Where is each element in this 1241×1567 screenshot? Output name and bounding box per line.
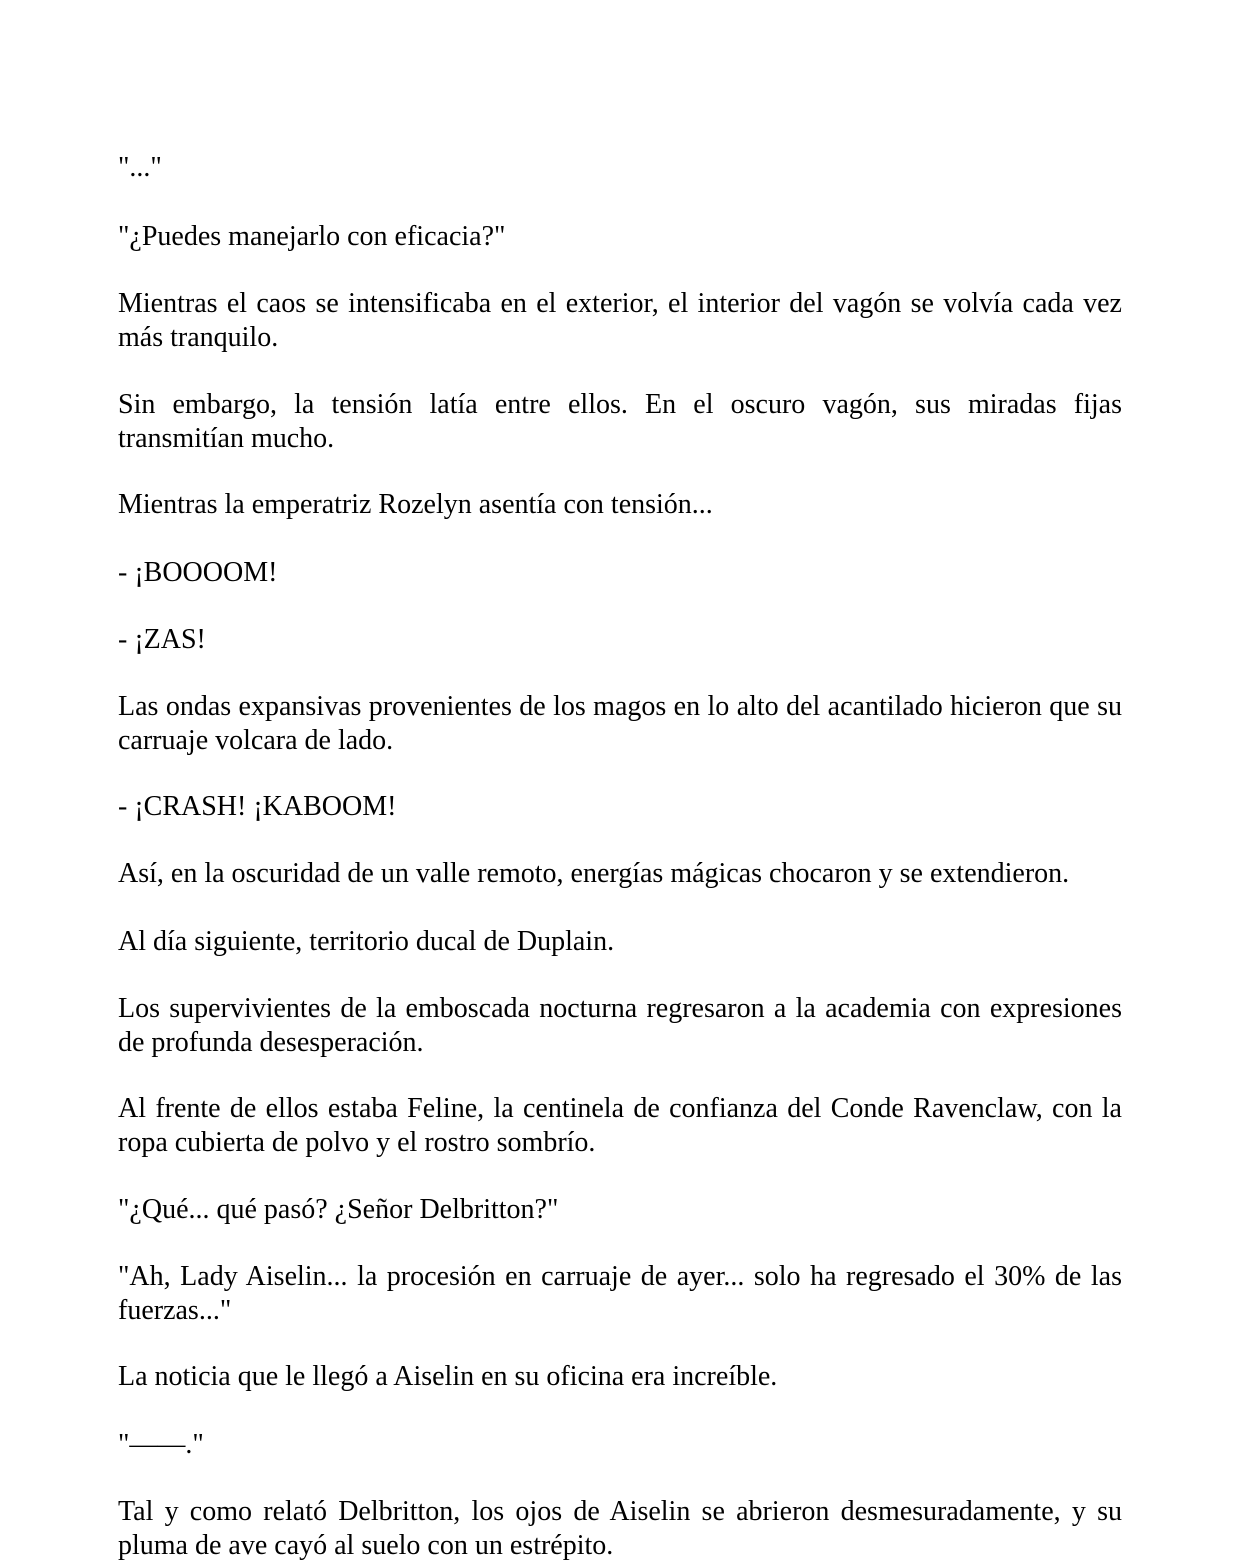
paragraph: Mientras la emperatriz Rozelyn asentía con tensión...	[118, 489, 713, 520]
paragraph: "..."	[118, 152, 162, 183]
paragraph: "¿Qué... qué pasó? ¿Señor Delbritton?"	[118, 1194, 559, 1225]
paragraph: Las ondas expansivas provenientes de los magos en lo alto del acantilado hicieron que su carruaje volcara de lado.	[118, 691, 1122, 756]
paragraph: - ¡CRASH! ¡KABOOM!	[118, 791, 397, 822]
paragraph: La noticia que le llegó a Aiselin en su oficina era increíble.	[118, 1361, 778, 1392]
paragraph: Al día siguiente, territorio ducal de Duplain.	[118, 926, 615, 957]
paragraph: Al frente de ellos estaba Feline, la centinela de confianza del Conde Ravenclaw, con la ropa cubierta de polvo y el rostro sombrío.	[118, 1093, 1122, 1158]
paragraph: Mientras el caos se intensificaba en el exterior, el interior del vagón se volvía cada vez más tranquilo.	[118, 288, 1122, 353]
paragraph: "Ah, Lady Aiselin... la procesión en carruaje de ayer... solo ha regresado el 30% de las fuerzas..."	[118, 1261, 1122, 1326]
paragraph: Sin embargo, la tensión latía entre ellos. En el oscuro vagón, sus miradas fijas transmitían mucho.	[118, 389, 1122, 454]
paragraph: Los supervivientes de la emboscada nocturna regresaron a la academia con expresiones de profunda desesperación.	[118, 993, 1122, 1058]
paragraph: Así, en la oscuridad de un valle remoto, energías mágicas chocaron y se extendieron.	[118, 858, 1070, 889]
paragraph: Tal y como relató Delbritton, los ojos de Aiselin se abrieron desmesuradamente, y su pluma de ave cayó al suelo con un estrépito.	[118, 1496, 1122, 1561]
paragraph: "——."	[118, 1429, 204, 1460]
paragraph: - ¡BOOOOM!	[118, 557, 278, 588]
paragraph: "¿Puedes manejarlo con eficacia?"	[118, 221, 506, 252]
paragraph: - ¡ZAS!	[118, 624, 206, 655]
